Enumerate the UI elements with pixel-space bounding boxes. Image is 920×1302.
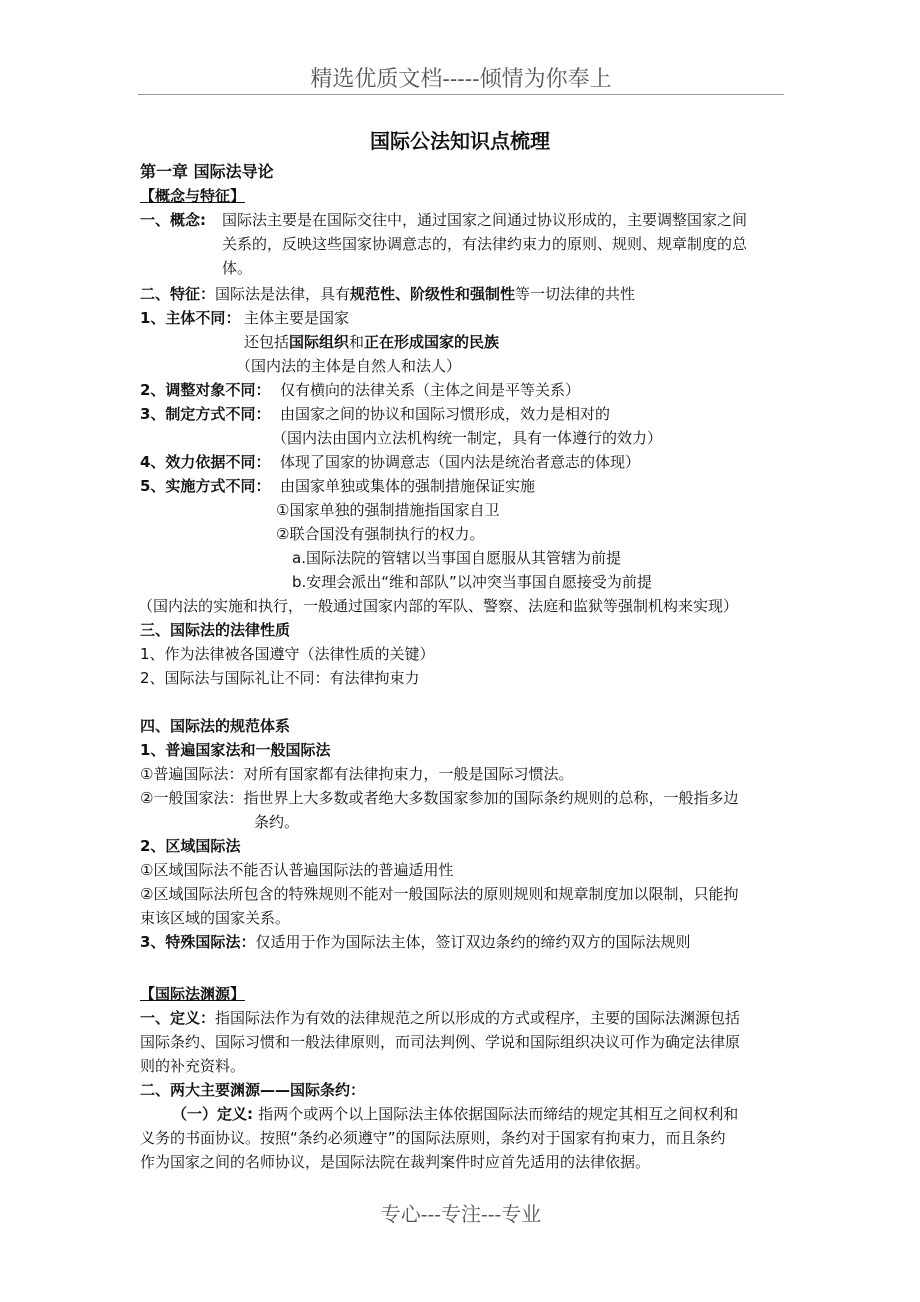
sub3-label: 3、制定方式不同： (140, 405, 271, 423)
system-sub1-text-a: ①普遍国际法：对所有国家都有法律拘束力，一般是国际习惯法。 (140, 765, 574, 783)
source-two-heading: 二、两大主要渊源——国际条约： (140, 1081, 366, 1099)
sub1-text-2a: 还包括 (244, 333, 290, 351)
sub2-label: 2、调整对象不同： (140, 381, 271, 399)
system-sub1-text-b1: ②一般国家法：指世界上大多数或者绝大多数国家参加的国际条约规则的总称，一般指多边 (140, 789, 739, 807)
concept-text-1: 国际法主要是在国际交往中，通过国家之间通过协议形成的，主要调整国家之间 (222, 211, 748, 229)
system-sub3-line (140, 930, 690, 954)
feature-label: 二、特征： (140, 285, 216, 303)
feature-text-1: 国际法是法律，具有 (215, 285, 351, 303)
sub1-text-2d: 正在形成国家的民族 (364, 333, 500, 351)
system-sub2-heading: 2、区域国际法 (140, 837, 241, 855)
source-def-line-1: （一）定义: 指两个或两个以上国际法主体依据国际法而缔结的规定其相互之间权利和 (172, 1105, 739, 1123)
source-treaty-text-3: 作为国家之间的名师协议，是国际法院在裁判案件时应首先适用的法律依据。 (140, 1153, 651, 1171)
nature-text-1: 1、作为法律被各国遵守（法律性质的关键） (140, 645, 435, 663)
sub1-text-1: 主体主要是国家 (244, 309, 350, 327)
sub5-text-3: ②联合国没有强制执行的权力。 (276, 525, 485, 543)
sub2-text: 仅有横向的法律关系（主体之间是平等关系） (280, 381, 581, 399)
sub3-text-1: 由国家之间的协议和国际习惯形成，效力是相对的 (280, 405, 611, 423)
source-line-1 (140, 1006, 740, 1030)
document-title: 国际公法知识点梳理 (370, 129, 550, 153)
sub5-text-4: a.国际法院的管辖以当事国自愿服从其管辖为前提 (292, 549, 621, 567)
concept-text-2: 关系的，反映这些国家协调意志的，有法律约束力的原则、规则、规章制度的总 (222, 235, 748, 253)
sub1-line-2 (244, 330, 499, 354)
sub3-text-2: （国内法由国内立法机构统一制定，具有一体遵行的效力） (272, 429, 663, 447)
sub5-label: 5、实施方式不同： (140, 477, 271, 495)
sub5-text-5: b.安理会派出“维和部队”以冲突当事国自愿接受为前提 (292, 573, 652, 591)
page-footer: 专心---专注---专业 (380, 1202, 542, 1226)
sub5-text-2: ①国家单独的强制措施指国家自卫 (276, 501, 500, 519)
sub5-text-6: （国内法的实施和执行，一般通过国家内部的军队、警察、法庭和监狱等强制机构来实现） (138, 597, 739, 615)
source-treaty-label: （一）定义 (172, 1105, 248, 1123)
section-source-heading: 【国际法渊源】 (140, 985, 246, 1003)
source-treaty-text-1: 指两个或两个以上国际法主体依据国际法而缔结的规定其相互之间权利和 (258, 1105, 739, 1123)
page-header: 精选优质文档-----倾情为你奉上 (138, 62, 784, 95)
system-sub2-text-b2: 束该区域的国家关系。 (140, 909, 291, 927)
concept-label: 一、概念: (140, 211, 206, 229)
system-sub3-label: 3、特殊国际法： (140, 933, 256, 951)
system-sub1-heading: 1、普遍国家法和一般国际法 (140, 741, 331, 759)
system-sub3-text: 仅适用于作为国际法主体，签订双边条约的缔约双方的国际法规则 (255, 933, 691, 951)
system-sub1-text-b2: 条约。 (254, 813, 300, 831)
source-def-label: 一、定义： (140, 1009, 216, 1027)
sub1-label: 1、主体不同： (140, 309, 241, 327)
sub1-text-2b: 国际组织 (289, 333, 350, 351)
source-text-2: 国际条约、国际习惯和一般法律原则，而司法判例、学说和国际组织决议可作为确定法律原 (140, 1033, 741, 1051)
sub1-text-3: （国内法的主体是自然人和法人） (236, 357, 462, 375)
sub1-text-2c: 和 (349, 333, 365, 351)
system-sub2-text-a: ①区域国际法不能否认普遍国际法的普遍适用性 (140, 861, 454, 879)
system-heading: 四、国际法的规范体系 (140, 717, 291, 735)
system-sub2-text-b1: ②区域国际法所包含的特殊规则不能对一般国际法的原则规则和规章制度加以限制，只能拘 (140, 885, 739, 903)
feature-text-bold: 规范性、阶级性和强制性 (350, 285, 516, 303)
source-text-3: 则的补充资料。 (140, 1057, 246, 1075)
feature-text-3: 等一切法律的共性 (515, 285, 636, 303)
sub5-text-1: 由国家单独或集体的强制措施保证实施 (280, 477, 536, 495)
feature-line (140, 282, 635, 306)
sub4-text: 体现了国家的协调意志（国内法是统治者意志的体现） (280, 453, 641, 471)
sub4-label: 4、效力依据不同： (140, 453, 271, 471)
nature-text-2: 2、国际法与国际礼让不同：有法律拘束力 (140, 669, 420, 687)
chapter-heading: 第一章 国际法导论 (140, 162, 274, 181)
concept-text-3: 体。 (222, 259, 253, 277)
section-concept-heading: 【概念与特征】 (140, 187, 246, 205)
source-treaty-text-2: 义务的书面协议。按照“条约必须遵守”的国际法原则，条约对于国家有拘束力，而且条约 (140, 1129, 726, 1147)
nature-heading: 三、国际法的法律性质 (140, 621, 291, 639)
source-text-1: 指国际法作为有效的法律规范之所以形成的方式或程序，主要的国际法渊源包括 (215, 1009, 741, 1027)
